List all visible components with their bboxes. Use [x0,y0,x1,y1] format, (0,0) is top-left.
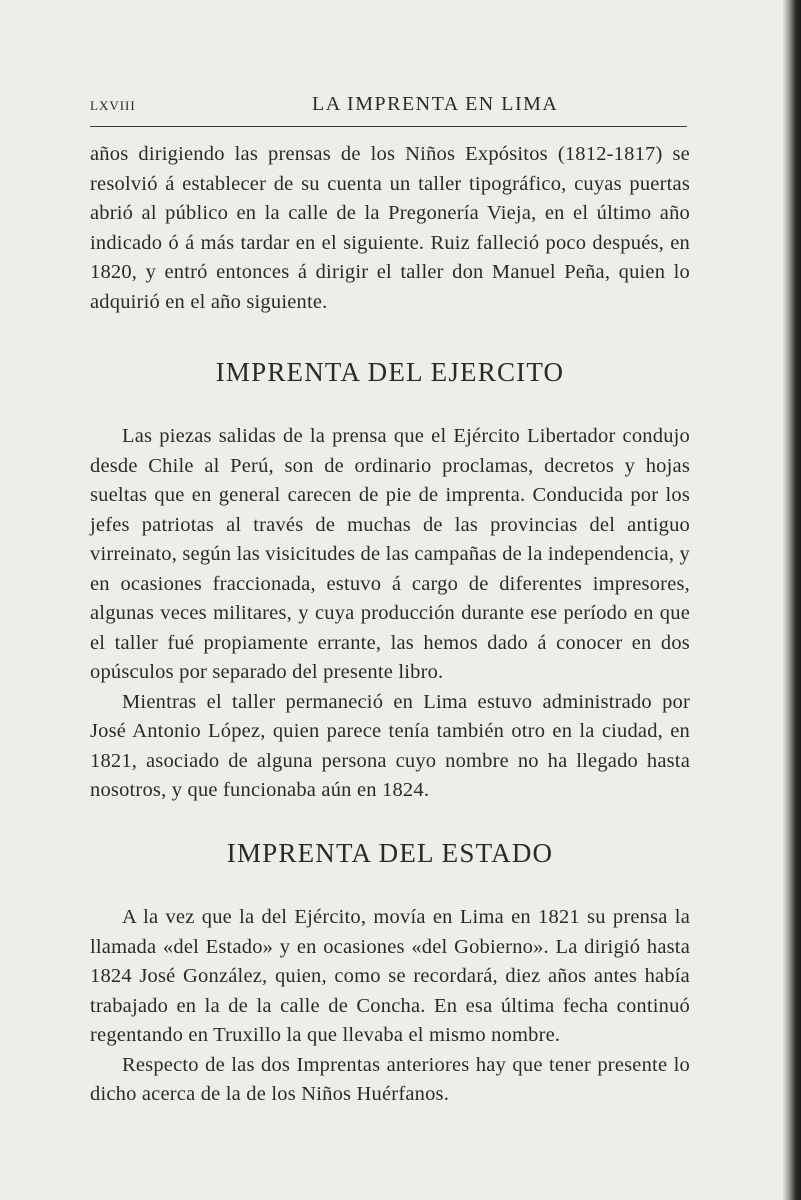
section-heading-ejercito: IMPRENTA DEL EJERCITO [215,357,565,387]
section-ejercito-paragraph-2: Mientras el taller permaneció en Lima estuvo administrado por José Antonio López, quien parece tenía también otro en la ciudad, en 1821, asociado de alguna persona cuyo nombre no ha llegado hasta nosotros, y que funcionaba aún en 1824. [90,690,690,801]
page-number: LXVIII [90,98,136,113]
intro-text-block [90,140,690,317]
section-ejercito-paragraph-1: Las piezas salidas de la prensa que el Ejército Libertador condujo desde Chile al Perú, son de ordinario proclamas, decretos y hojas sueltas que en general carecen de pie de imprenta. Conducida por los jefes patriotas al través de muchas de las provincias del antiguo virreinato, según las visicitudes de las campañas de la independencia, y en ocasiones fraccionada, estuvo á cargo de diferentes impresores, algunas veces militares, y cuya producción durante ese período en que el taller fué propiamente errante, las hemos dado á conocer en dos opúsculos por separado del presente libro. [90,425,690,683]
section-estado-paragraph-2: Respecto de las dos Imprentas anteriores hay que tener presente lo dicho acerca de la de los Niños Huérfanos. [90,1053,690,1105]
section-ejercito-text [90,422,690,806]
page-header [90,93,690,117]
header-rule [90,126,687,127]
section-estado-text [90,903,690,1110]
page-edge-shadow [783,0,801,1200]
running-title: LA IMPRENTA EN LIMA [312,93,559,115]
section-heading-estado: IMPRENTA DEL ESTADO [226,838,554,868]
intro-paragraph: años dirigiendo las prensas de los Niños Expósitos (1812-1817) se resolvió á establecer de su cuenta un taller tipográfico, cuyas puertas abrió al público en la calle de la Pregonería Vieja, en el último año indicado ó á más tardar en el siguiente. Ruiz falleció poco después, en 1820, y entró entonces á dirigir el taller don Manuel Peña, quien lo adquirió en el año siguiente. [90,143,690,313]
section-estado-paragraph-1: A la vez que la del Ejército, movía en Lima en 1821 su prensa la llamada «del Estado» y en ocasiones «del Gobierno». La dirigió hasta 1824 José González, quien, como se recordará, diez años antes había trabajado en la de la calle de Concha. En esa última fecha continuó regentando en Truxillo la que llevaba el mismo nombre. [90,906,690,1046]
